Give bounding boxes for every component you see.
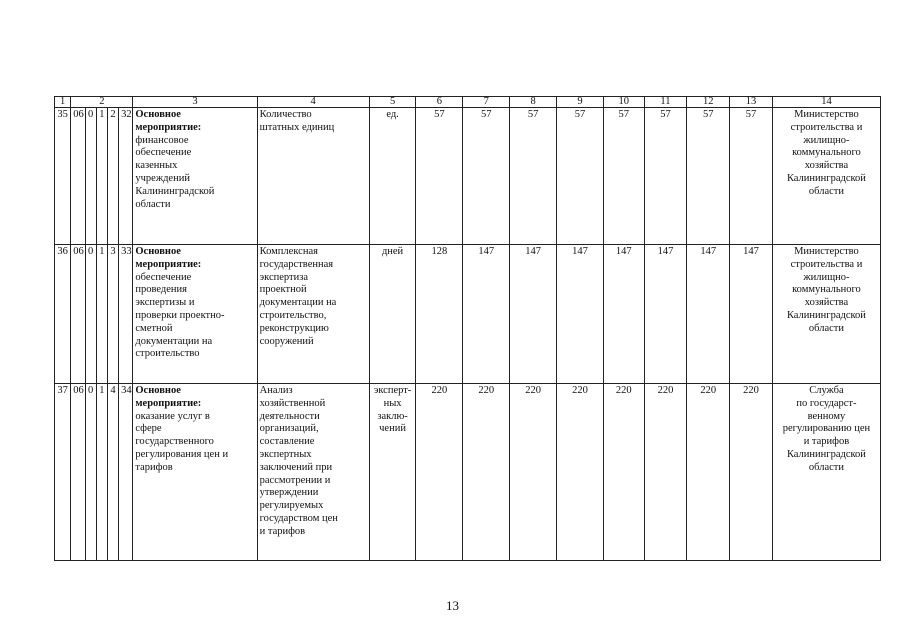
indicator-text: государственная: [259, 258, 334, 270]
value-cell: 220: [687, 384, 730, 561]
value-cell: 57: [687, 108, 730, 245]
executor-text: по государст-: [796, 397, 857, 409]
value-cell: 57: [510, 108, 557, 245]
header-cell: 5: [369, 97, 416, 108]
code-cell: 33: [119, 245, 133, 384]
indicator-text: штатных единиц: [259, 121, 335, 133]
executor-text: регулированию цен: [782, 423, 871, 435]
indicator-text: регулируемых: [259, 500, 324, 512]
executor-cell: [772, 384, 880, 561]
executor-text: области: [808, 185, 844, 197]
indicator-cell: [257, 108, 369, 245]
executor-text: области: [808, 461, 844, 473]
value-cell: 220: [603, 384, 644, 561]
activity-text: строительство: [135, 348, 200, 360]
header-cell: 1: [55, 97, 71, 108]
value-cell: 147: [603, 245, 644, 384]
value-cell: 57: [730, 108, 773, 245]
indicator-cell: [257, 384, 369, 561]
activity-text: сметной: [135, 322, 173, 334]
activity-title: мероприятие:: [135, 397, 202, 409]
indicator-text: Количество: [259, 109, 312, 120]
executor-text: и тарифов: [803, 436, 850, 448]
executor-text: коммунального: [792, 284, 861, 296]
activity-title: мероприятие:: [135, 258, 202, 270]
indicator-text: утверждении: [259, 487, 319, 499]
indicator-text: организаций,: [259, 423, 319, 435]
program-indicators-table: [54, 96, 881, 561]
activity-title: Основное: [135, 109, 181, 120]
code-cell: 1: [96, 245, 107, 384]
code-cell: 35: [55, 108, 71, 245]
header-cell: 3: [133, 97, 257, 108]
activity-text: казенных: [135, 160, 178, 172]
value-cell: 147: [730, 245, 773, 384]
value-cell: 220: [644, 384, 687, 561]
unit-text: ед.: [386, 109, 399, 120]
indicator-text: Комплексная: [259, 246, 318, 257]
indicator-text: государством цен: [259, 512, 338, 524]
executor-text: жилищно-: [803, 271, 850, 283]
indicator-text: Анализ: [259, 385, 293, 396]
page-number: 13: [446, 598, 459, 613]
executor-cell: [772, 108, 880, 245]
value-cell: 57: [644, 108, 687, 245]
activity-title: Основное: [135, 385, 181, 396]
indicator-text: составление: [259, 436, 315, 448]
header-cell: 13: [730, 97, 773, 108]
header-cell: 2: [71, 97, 133, 108]
executor-text: хозяйства: [804, 297, 849, 309]
code-cell: 0: [85, 245, 96, 384]
activity-text: государственного: [135, 436, 214, 448]
header-cell: 6: [416, 97, 463, 108]
value-cell: 147: [644, 245, 687, 384]
unit-text: эксперт-: [373, 385, 412, 396]
executor-text: хозяйства: [804, 160, 849, 172]
value-cell: 220: [510, 384, 557, 561]
code-cell: 37: [55, 384, 71, 561]
executor-text: Калининградской: [786, 448, 866, 460]
unit-text: заклю-: [377, 410, 408, 422]
indicator-text: сооружений: [259, 335, 314, 347]
executor-text: строительства и: [790, 258, 863, 270]
code-cell: 32: [119, 108, 133, 245]
unit-text: чений: [379, 423, 406, 435]
activity-cell: [133, 108, 257, 245]
header-cell: 10: [603, 97, 644, 108]
indicator-text: деятельности: [259, 410, 320, 422]
activity-cell: [133, 245, 257, 384]
value-cell: 220: [463, 384, 510, 561]
executor-text: Калининградской: [786, 172, 866, 184]
activity-text: экспертизы и: [135, 297, 195, 309]
value-cell: 57: [603, 108, 644, 245]
executor-text: Министерство: [794, 109, 859, 120]
indicator-cell: [257, 245, 369, 384]
activity-text: обеспечение: [135, 147, 192, 159]
unit-cell: [369, 108, 416, 245]
indicator-text: и тарифов: [259, 525, 306, 537]
code-cell: 1: [96, 384, 107, 561]
header-cell: 9: [557, 97, 604, 108]
executor-text: жилищно-: [803, 134, 850, 146]
executor-text: Служба: [809, 385, 844, 396]
code-cell: 06: [71, 245, 85, 384]
header-row: [55, 97, 881, 108]
code-cell: 0: [85, 384, 96, 561]
activity-text: регулирования цен и: [135, 448, 229, 460]
value-cell: 57: [416, 108, 463, 245]
header-cell: 8: [510, 97, 557, 108]
indicator-text: реконструкцию: [259, 322, 329, 334]
value-cell: 57: [557, 108, 604, 245]
indicator-text: экспертных: [259, 448, 312, 460]
header-cell: 12: [687, 97, 730, 108]
activity-text: оказание услуг в: [135, 410, 210, 422]
indicator-text: экспертиза: [259, 271, 309, 283]
activity-text: сфере: [135, 423, 162, 435]
unit-text: ных: [383, 397, 402, 409]
value-cell: 220: [730, 384, 773, 561]
code-cell: 0: [85, 108, 96, 245]
header-cell: 4: [257, 97, 369, 108]
value-cell: 57: [463, 108, 510, 245]
value-cell: 128: [416, 245, 463, 384]
table-row: [55, 245, 881, 384]
header-cell: 14: [772, 97, 880, 108]
indicator-text: заключений при: [259, 461, 333, 473]
code-cell: 34: [119, 384, 133, 561]
executor-text: коммунального: [792, 147, 861, 159]
code-cell: 1: [96, 108, 107, 245]
code-cell: 36: [55, 245, 71, 384]
indicator-text: строительство,: [259, 309, 327, 321]
value-cell: 147: [687, 245, 730, 384]
activity-text: финансовое: [135, 134, 189, 146]
code-cell: 06: [71, 384, 85, 561]
activity-text: Калининградской: [135, 185, 215, 197]
executor-cell: [772, 245, 880, 384]
unit-cell: [369, 245, 416, 384]
value-cell: 147: [510, 245, 557, 384]
value-cell: 147: [463, 245, 510, 384]
unit-cell: [369, 384, 416, 561]
code-cell: 06: [71, 108, 85, 245]
code-cell: 3: [107, 245, 118, 384]
header-cell: 7: [463, 97, 510, 108]
header-cell: 11: [644, 97, 687, 108]
code-cell: 4: [107, 384, 118, 561]
executor-text: области: [808, 322, 844, 334]
activity-text: тарифов: [135, 461, 173, 473]
value-cell: 220: [557, 384, 604, 561]
activity-title: Основное: [135, 246, 181, 257]
activity-text: области: [135, 198, 171, 210]
indicator-text: документации на: [259, 297, 337, 309]
table-row: [55, 108, 881, 245]
activity-text: обеспечение: [135, 271, 192, 283]
value-cell: 220: [416, 384, 463, 561]
indicator-text: проектной: [259, 284, 307, 296]
executor-text: строительства и: [790, 121, 863, 133]
activity-cell: [133, 384, 257, 561]
executor-text: Калининградской: [786, 309, 866, 321]
table-row: [55, 384, 881, 561]
value-cell: 147: [557, 245, 604, 384]
code-cell: 2: [107, 108, 118, 245]
indicator-text: хозяйственной: [259, 397, 326, 409]
activity-text: учреждений: [135, 172, 190, 184]
activity-text: документации на: [135, 335, 213, 347]
activity-text: проверки проектно-: [135, 309, 225, 321]
indicator-text: рассмотрении и: [259, 474, 331, 486]
executor-text: венному: [807, 410, 846, 422]
unit-text: дней: [381, 246, 404, 257]
activity-text: проведения: [135, 284, 187, 296]
activity-title: мероприятие:: [135, 121, 202, 133]
executor-text: Министерство: [794, 246, 859, 257]
